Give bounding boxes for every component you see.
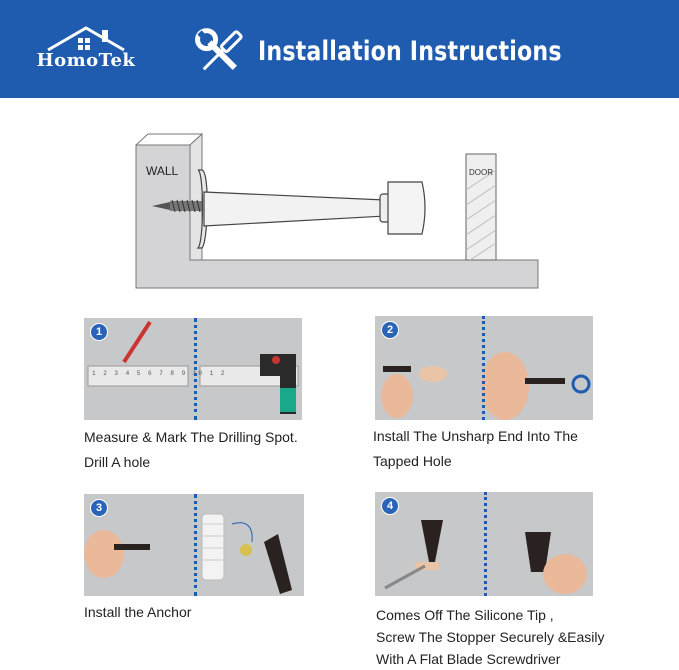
step-2-divider [482,316,485,420]
step-2-badge: 2 [381,321,399,339]
step-3-line-1: Install the Anchor [84,604,192,620]
tools-icon [192,24,248,82]
door-stopper-icon [198,170,425,248]
step-1-line-1: Measure & Mark The Drilling Spot. [84,429,298,445]
step-3-divider [194,494,197,596]
step-2-panel [375,316,593,420]
step-3-caption [84,600,191,625]
step-4-badge: 4 [381,497,399,515]
door-label: DOOR [469,168,493,177]
ruler-marks: 1 2 3 4 5 6 7 8 9 10 1 2 [92,370,227,377]
step-4-line-1: Comes Off The Silicone Tip , [376,607,554,623]
step-1-caption [84,425,298,475]
step-3-panel [84,494,304,596]
brand-logo [26,24,146,78]
brand-name: HomoTek [36,50,136,71]
step-4-line-2: Screw The Stopper Securely &Easily [376,629,605,645]
step-2-line-2: Tapped Hole [373,453,452,469]
installation-diagram [130,130,550,295]
wall-label: WALL [146,164,179,178]
step-4-panel [375,492,593,596]
step-1-badge: 1 [90,323,108,341]
page-title: Installation Instructions [258,36,562,67]
step-2-line-1: Install The Unsharp End Into The [373,428,578,444]
step-4-caption [376,604,605,670]
step-4-line-3: With A Flat Blade Screwdriver [376,651,561,667]
step-1-divider [194,318,197,420]
measure-drill-illustration [84,318,302,420]
step-1-panel [84,318,302,420]
step-4-divider [484,492,487,596]
header-banner [0,0,679,98]
step-2-caption [373,424,578,474]
step-3-badge: 3 [90,499,108,517]
step-1-line-2: Drill A hole [84,454,151,470]
